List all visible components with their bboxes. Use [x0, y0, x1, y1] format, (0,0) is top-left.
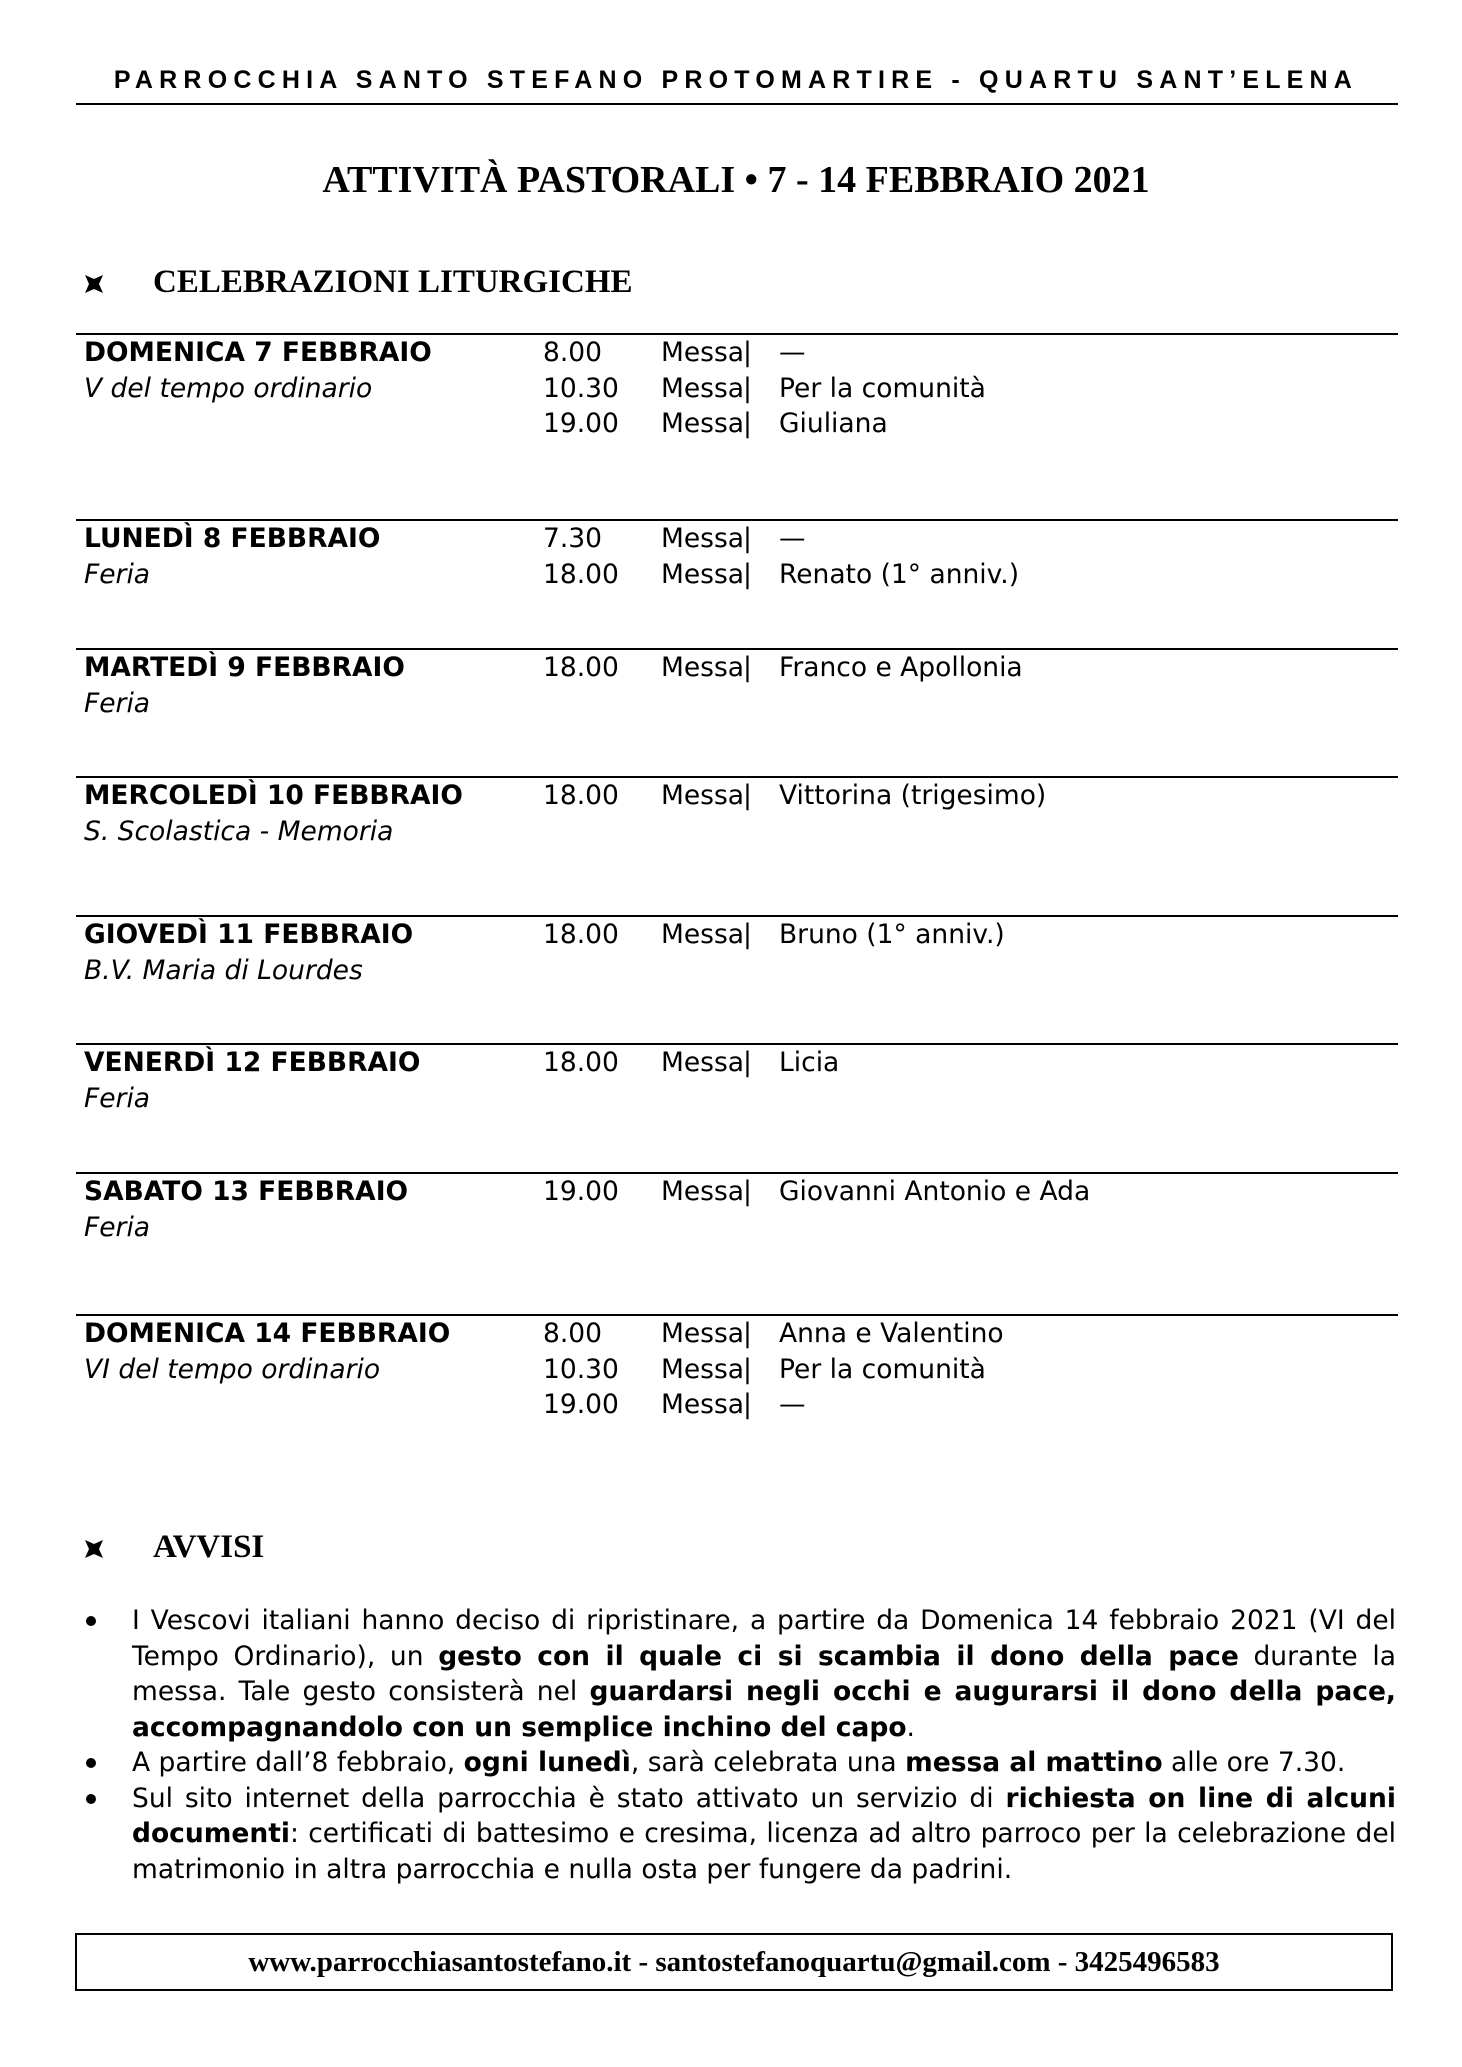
notice-text: durante la messa. Tale gesto consisterà nel: [132, 1640, 1396, 1707]
mass-intention: —: [779, 1389, 806, 1420]
separator-bar: |: [743, 372, 752, 404]
notice-emphasis: messa al mattino: [905, 1747, 1163, 1778]
mass-type: Messa: [661, 408, 745, 439]
mass-intention: Per la comunità: [779, 372, 986, 404]
day-liturgical-note: VI del tempo ordinario: [84, 1354, 381, 1385]
day-name: DOMENICA 14 FEBBRAIO: [84, 1318, 451, 1349]
parish-header: PARROCCHIA SANTO STEFANO PROTOMARTIRE - QUARTU SANT’ELENA: [113, 66, 1359, 94]
ornament-icon: [84, 274, 104, 294]
notice-emphasis: ogni lunedì: [463, 1747, 631, 1778]
separator-bar: |: [743, 337, 752, 368]
footer-contacts: www.parrocchiasantostefano.it - santostefanoquartu@gmail.com - 3425496583: [248, 1945, 1220, 1978]
mass-type: Messa: [661, 1318, 745, 1349]
separator-bar: |: [743, 558, 752, 590]
mass-intention: —: [779, 337, 806, 368]
mass-intention: Giovanni Antonio e Ada: [779, 1176, 1091, 1207]
separator-bar: |: [743, 1353, 752, 1385]
day-block: [76, 776, 1398, 847]
notice-text: .: [906, 1711, 915, 1743]
day-name: DOMENICA 7 FEBBRAIO: [84, 337, 432, 368]
day-liturgical-note: S. Scolastica - Memoria: [84, 816, 394, 847]
mass-intention: Bruno (1° anniv.): [779, 919, 1005, 950]
mass-type: Messa: [661, 1353, 745, 1385]
mass-type: Messa: [661, 372, 745, 404]
separator-bar: |: [743, 1318, 752, 1349]
notices-heading: [84, 1529, 264, 1566]
notice-item: [86, 1745, 1396, 1781]
mass-type: Messa: [661, 780, 745, 811]
mass-type: Messa: [661, 919, 745, 950]
page-title: ATTIVITÀ PASTORALI • 7 - 14 FEBBRAIO 2021: [322, 159, 1150, 201]
notice-text: , sarà celebrata una: [630, 1747, 906, 1778]
mass-time: 19.00: [543, 408, 619, 439]
notice-text: alle ore 7.30.: [1162, 1747, 1346, 1778]
notice-text: : certificati di battesimo e cresima, licenza ad altro parroco per la celebrazione del matrimonio in altra parrocchia e nulla osta per fungere da padrini.: [132, 1818, 1396, 1885]
mass-time: 18.00: [543, 1047, 619, 1078]
mass-type: Messa: [661, 652, 745, 683]
notice-item: [86, 1603, 1396, 1745]
day-name: LUNEDÌ 8 FEBBRAIO: [84, 523, 381, 554]
separator-bar: |: [743, 780, 752, 811]
day-block: [76, 333, 1398, 439]
notice-emphasis: gesto con il quale ci si scambia il dono della pace: [438, 1640, 1239, 1672]
mass-intention: Giuliana: [779, 408, 888, 439]
mass-type: Messa: [661, 523, 745, 554]
day-block: [76, 915, 1398, 986]
mass-type: Messa: [661, 1389, 745, 1420]
notice-emphasis: richiesta on line di alcuni documenti: [132, 1782, 1396, 1849]
day-block: [76, 1043, 1398, 1114]
day-name: MERCOLEDÌ 10 FEBBRAIO: [84, 780, 463, 811]
mass-time: 18.00: [543, 652, 619, 683]
mass-type: Messa: [661, 558, 745, 590]
celebrations-heading-label: CELEBRAZIONI LITURGICHE: [153, 264, 633, 300]
mass-intention: Per la comunità: [779, 1353, 986, 1385]
day-liturgical-note: Feria: [84, 1083, 151, 1114]
mass-time: 10.30: [543, 372, 619, 404]
notice-item: [86, 1781, 1396, 1888]
notice-text: I Vescovi italiani hanno deciso di ripristinare, a partire da Domenica 14 febbraio 2021 (VI del Tempo Ordinario), un: [132, 1605, 1396, 1672]
mass-time: 10.30: [543, 1353, 619, 1385]
mass-type: Messa: [661, 337, 745, 368]
footer-contacts-box: [75, 1933, 1393, 1991]
separator-bar: |: [743, 652, 752, 683]
mass-type: Messa: [661, 1176, 745, 1207]
separator-bar: |: [743, 1389, 752, 1420]
mass-time: 8.00: [543, 1318, 603, 1349]
separator-bar: |: [743, 523, 752, 554]
ornament-icon: [84, 1539, 104, 1559]
day-name: GIOVEDÌ 11 FEBBRAIO: [84, 919, 414, 950]
header-divider: [76, 103, 1398, 105]
day-liturgical-note: V del tempo ordinario: [84, 373, 373, 404]
separator-bar: |: [743, 1047, 752, 1078]
day-liturgical-note: B.V. Maria di Lourdes: [84, 955, 363, 986]
day-name: VENERDÌ 12 FEBBRAIO: [84, 1047, 421, 1078]
day-liturgical-note: Feria: [84, 688, 151, 719]
day-liturgical-note: Feria: [84, 559, 151, 590]
mass-time: 18.00: [543, 919, 619, 950]
notices-heading-label: AVVISI: [153, 1529, 265, 1565]
mass-type: Messa: [661, 1047, 745, 1078]
mass-intention: Vittorina (trigesimo): [779, 780, 1047, 811]
day-name: MARTEDÌ 9 FEBBRAIO: [84, 652, 405, 683]
day-block: [76, 648, 1398, 719]
mass-intention: —: [779, 523, 806, 554]
separator-bar: |: [743, 1176, 752, 1207]
mass-time: 18.00: [543, 780, 619, 811]
mass-time: 7.30: [543, 523, 603, 554]
separator-bar: |: [743, 408, 752, 439]
notice-text: A partire dall’8 febbraio,: [132, 1747, 464, 1778]
day-liturgical-note: Feria: [84, 1212, 151, 1243]
day-name: SABATO 13 FEBBRAIO: [84, 1176, 409, 1207]
celebrations-heading: [84, 264, 633, 301]
mass-intention: Licia: [779, 1047, 840, 1078]
notice-emphasis: guardarsi negli occhi e augurarsi il dono della pace, accompagnandolo con un semplice inchino del capo: [132, 1676, 1396, 1743]
mass-intention: Anna e Valentino: [779, 1318, 1004, 1349]
day-block: [76, 519, 1398, 590]
mass-time: 8.00: [543, 337, 603, 368]
day-block: [76, 1172, 1398, 1243]
day-block: [76, 1314, 1398, 1420]
mass-time: 19.00: [543, 1389, 619, 1420]
mass-time: 19.00: [543, 1176, 619, 1207]
mass-intention: Renato (1° anniv.): [779, 558, 1020, 590]
notices-list: [86, 1603, 1396, 1887]
mass-intention: Franco e Apollonia: [779, 652, 1023, 683]
mass-time: 18.00: [543, 558, 619, 590]
notice-text: Sul sito internet della parrocchia è stato attivato un servizio di: [132, 1782, 1006, 1814]
separator-bar: |: [743, 919, 752, 950]
